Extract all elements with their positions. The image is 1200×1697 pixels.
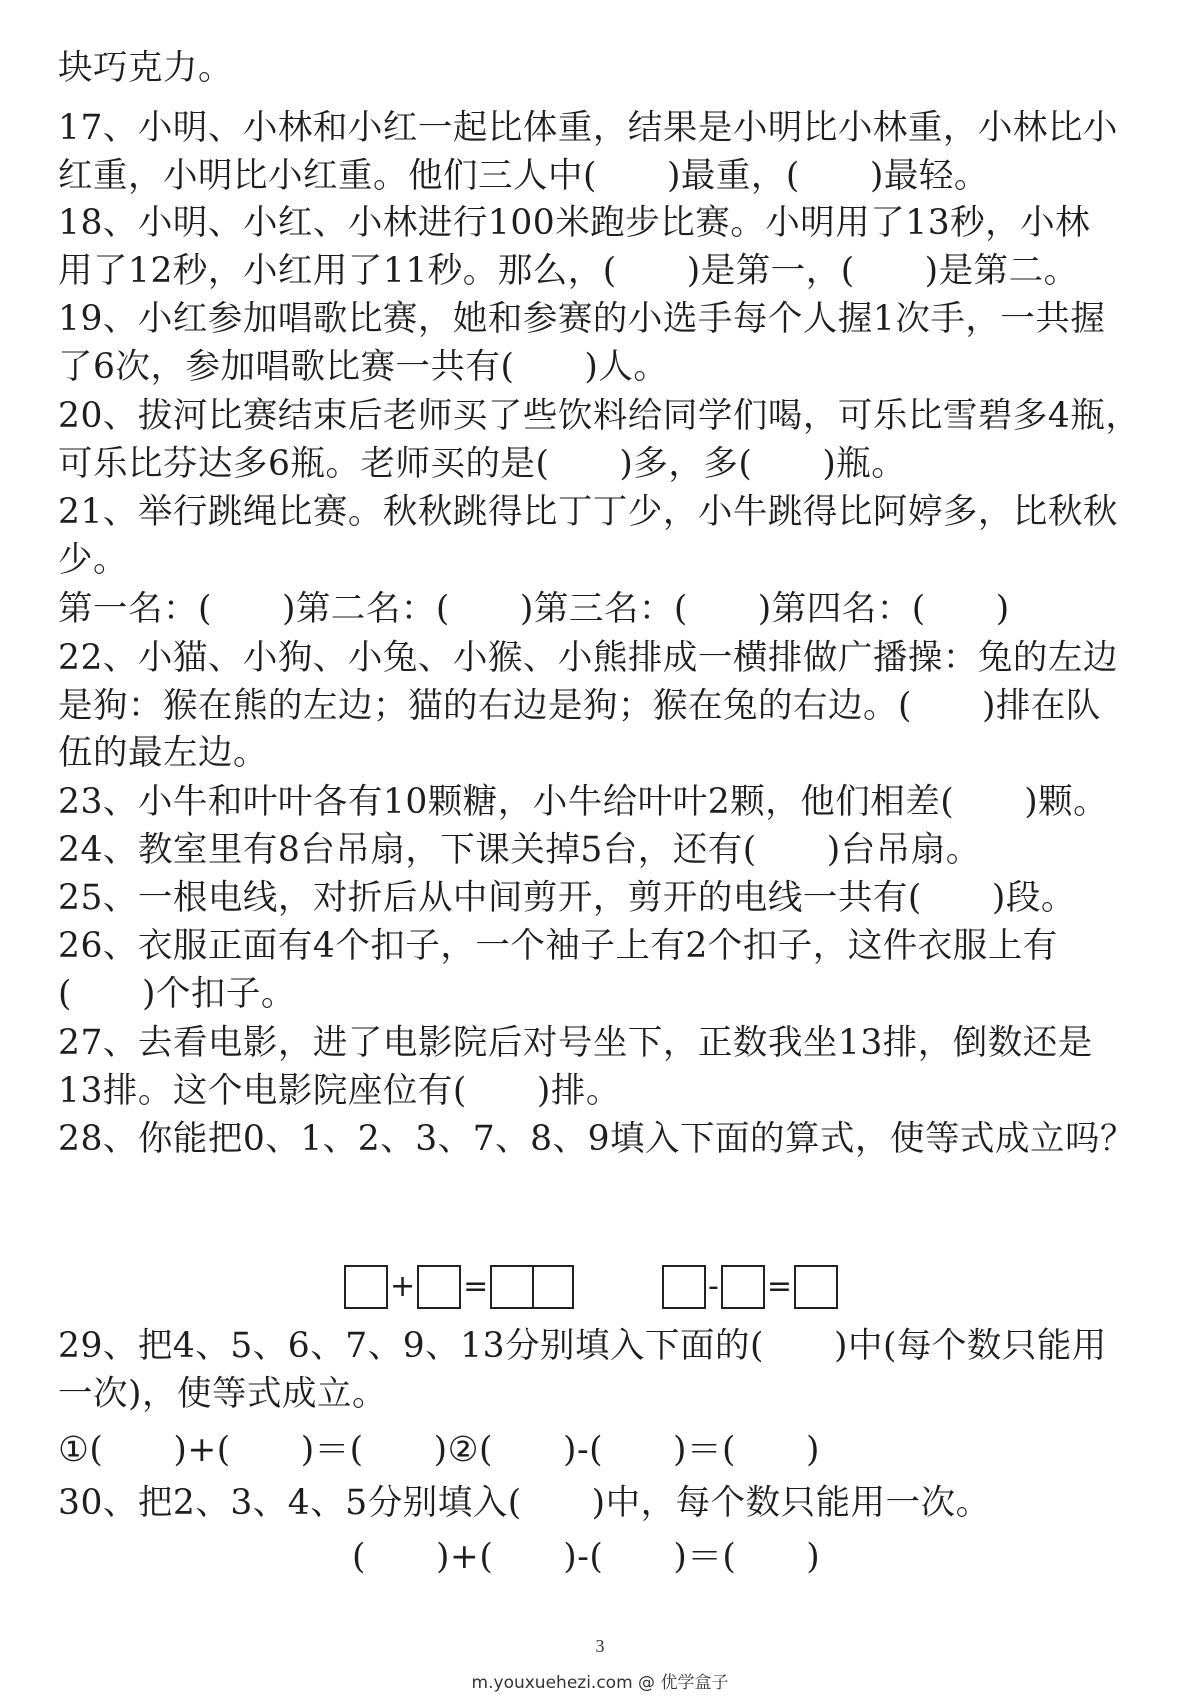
question-28-line: 28、你能把0、1、2、3、7、8、9填入下面的算式，使等式成立吗？ (58, 1119, 1136, 1159)
question-27-line: 13排。这个电影院座位有( )排。 (58, 1071, 621, 1111)
question-27-line: 27、去看电影，进了电影院后对号坐下，正数我坐13排，倒数还是 (58, 1023, 1093, 1063)
page-number: 3 (595, 1636, 605, 1656)
addition-box-equation (344, 1262, 574, 1312)
question-18-line: 用了12秒，小红用了11秒。那么，( )是第一，( )是第二。 (58, 251, 1079, 291)
text-line: 块巧克力。 (58, 48, 233, 88)
question-30-line: 30、把2、3、4、5分别填入( )中，每个数只能用一次。 (58, 1483, 991, 1523)
answer-box[interactable] (794, 1265, 838, 1309)
answer-box[interactable] (721, 1265, 765, 1309)
equals-sign: = (463, 1269, 489, 1304)
question-21-line: 21、举行跳绳比赛。秋秋跳得比丁丁少，小牛跳得比阿婷多，比秋秋 (58, 492, 1118, 532)
question-22-line: 是狗：猴在熊的左边；猫的右边是狗；猴在兔的右边。( )排在队 (58, 686, 1101, 726)
question-17-line: 17、小明、小林和小红一起比体重，结果是小明比小林重，小林比小 (58, 108, 1118, 148)
question-17-line: 红重，小明比小红重。他们三人中( )最重，( )最轻。 (58, 156, 989, 196)
question-26-line: ( )个扣子。 (58, 974, 296, 1014)
footer-watermark: m.youxuehezi.com @ 优学盒子 (471, 1673, 729, 1693)
question-25-line: 25、一根电线，对折后从中间剪开，剪开的电线一共有( )段。 (58, 878, 1076, 918)
question-20-line: 可乐比芬达多6瓶。老师买的是( )多，多( )瓶。 (58, 444, 907, 484)
answer-box[interactable] (344, 1265, 388, 1309)
equals-sign: = (766, 1269, 792, 1304)
plus-sign: + (390, 1269, 416, 1304)
question-21-line: 少。 (58, 540, 128, 580)
question-24-line: 24、教室里有8台吊扇，下课关掉5台，还有( )台吊扇。 (58, 830, 981, 870)
answer-box[interactable] (662, 1265, 706, 1309)
question-26-line: 26、衣服正面有4个扣子，一个袖子上有2个扣子，这件衣服上有 (58, 926, 1058, 966)
subtraction-box-equation (662, 1262, 838, 1312)
question-22-line: 22、小猫、小狗、小兔、小猴、小熊排成一横排做广播操：兔的左边 (58, 638, 1118, 678)
question-22-line: 伍的最左边。 (58, 733, 268, 773)
question-20-line: 20、拔河比赛结束后老师买了些饮料给同学们喝，可乐比雪碧多4瓶， (58, 396, 1141, 436)
answer-box[interactable] (417, 1265, 461, 1309)
question-21-ranking: 第一名：( )第二名：( )第三名：( )第四名：( ) (58, 589, 1010, 629)
question-29-line: 29、把4、5、6、7、9、13分别填入下面的( )中(每个数只能用 (58, 1326, 1107, 1366)
question-29-line: 一次)，使等式成立。 (58, 1374, 387, 1414)
question-23-line: 23、小牛和叶叶各有10颗糖，小牛给叶叶2颗，他们相差( )颗。 (58, 782, 1109, 822)
question-30-expression: ( )+( )-( )＝( ) (352, 1537, 821, 1577)
question-19-line: 了6次，参加唱歌比赛一共有( )人。 (58, 347, 669, 387)
minus-sign: - (708, 1269, 719, 1304)
question-18-line: 18、小明、小红、小林进行100米跑步比赛。小明用了13秒，小林 (58, 203, 1091, 243)
two-digit-answer-box[interactable] (490, 1265, 574, 1309)
question-29-equations: ①( )+( )＝( )②( )-( )＝( ) (58, 1430, 820, 1470)
question-19-line: 19、小红参加唱歌比赛，她和参赛的小选手每个人握1次手，一共握 (58, 299, 1106, 339)
